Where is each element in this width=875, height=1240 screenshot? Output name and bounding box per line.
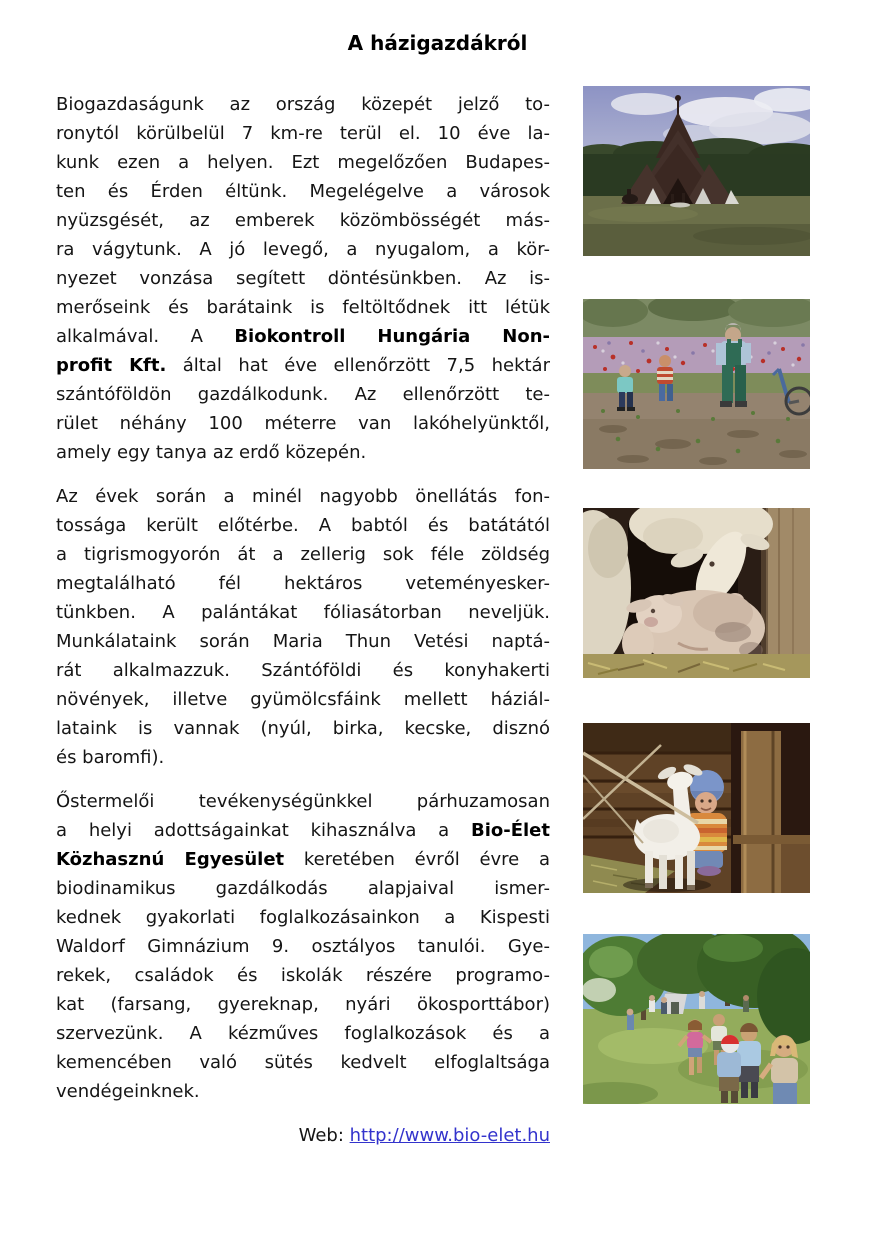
web-line — [56, 1121, 550, 1150]
text-line: megtalálható fél hektáros veteményesker- — [56, 573, 550, 594]
lookout-tower-illustration — [583, 86, 810, 256]
text-line: és baromfi). — [56, 747, 165, 768]
text-line: Waldorf Gimnázium 9. osztályos tanulói. Gye- — [56, 936, 550, 957]
text-line: Munkálataink során Maria Thun Vetési naptá- — [56, 631, 550, 652]
text-line: ronytól körülbelül 7 km-re terül el. 10 éve la- — [56, 123, 550, 144]
website-link[interactable]: http://www.bio-elet.hu — [349, 1125, 550, 1146]
text-line: nyezet vonzása segített döntésünkben. Az is- — [56, 268, 550, 289]
text-line: profit Kft. által hat éve ellenőrzött 7,5 hektár — [56, 355, 550, 376]
text-line: tossága került előtérbe. A babtól és batátától — [56, 515, 550, 536]
text-line: növények, illetve gyümölcsfáink mellett háziál- — [56, 689, 550, 710]
text-line: a helyi adottságainkat kihasználva a Bio-Élet — [56, 820, 550, 841]
goat-child-illustration — [583, 723, 810, 893]
text-line: ra vágytunk. A jó levegő, a nyugalom, a kör- — [56, 239, 550, 260]
text-line: Közhasznú Egyesület keretében évről évre a — [56, 849, 550, 870]
sheep-illustration — [583, 508, 810, 678]
text-line: alkalmával. A Biokontroll Hungária Non- — [56, 326, 550, 347]
text-line: tünkben. A palántákat fóliasátorban neveljük. — [56, 602, 550, 623]
text-line: kemencében való sütés kedvelt elfoglaltsága — [56, 1052, 550, 1073]
text-line: Őstermelői tevékenységünkkel párhuzamosan — [56, 791, 550, 812]
text-line: a tigrismogyorón át a zellerig sok féle zöldség — [56, 544, 550, 565]
text-line: lataink is vannak (nyúl, birka, kecske, disznó — [56, 718, 550, 739]
photo-goat-kid-child — [583, 723, 810, 893]
text-line: amely egy tanya az erdő közepén. — [56, 442, 367, 463]
paragraph — [56, 90, 550, 467]
photo-sheep-lambs — [583, 508, 810, 678]
text-line: merőseink és barátaink is feltöltődnek itt létük — [56, 297, 550, 318]
text-line: szántóföldön gazdálkodunk. Az ellenőrzött te- — [56, 384, 550, 405]
text-line: vendégeinknek. — [56, 1081, 200, 1102]
text-line: kat (farsang, gyereknap, nyári ökosporttábor) — [56, 994, 550, 1015]
paragraph — [56, 482, 550, 772]
paragraph — [56, 787, 550, 1106]
text-line: biodinamikus gazdálkodás alapjaival ismer- — [56, 878, 550, 899]
article-text — [56, 90, 550, 1150]
web-label: Web: — [298, 1125, 350, 1146]
children-lawn-illustration — [583, 934, 810, 1104]
text-line: ten és Érden éltünk. Megelégelve a városok — [56, 181, 550, 202]
text-line: Biogazdaságunk az ország közepét jelző to- — [56, 94, 550, 115]
child-figure-2 — [657, 355, 673, 401]
page-title: A házigazdákról — [347, 31, 528, 55]
text-line: nyüzsgését, az emberek közömbösségét más- — [56, 210, 550, 231]
text-line: Az évek során a minél nagyobb önellátás fon- — [56, 486, 550, 507]
field-work-illustration — [583, 299, 810, 469]
text-line: rekek, családok és iskolák részére programo- — [56, 965, 550, 986]
photo-lookout-tower — [583, 86, 810, 256]
text-line: szervezünk. A kézműves foglalkozások és a — [56, 1023, 550, 1044]
text-line: rát alkalmazzuk. Szántóföldi és konyhakerti — [56, 660, 550, 681]
photo-children-playing — [583, 934, 810, 1104]
text-line: kunk ezen a helyen. Ezt megelőzően Budapes- — [56, 152, 550, 173]
text-line: rület néhány 100 méterre van lakóhelyünktől, — [56, 413, 550, 434]
text-line: kednek gyakorlati foglalkozásainkon a Kispesti — [56, 907, 550, 928]
photo-field-work — [583, 299, 810, 469]
